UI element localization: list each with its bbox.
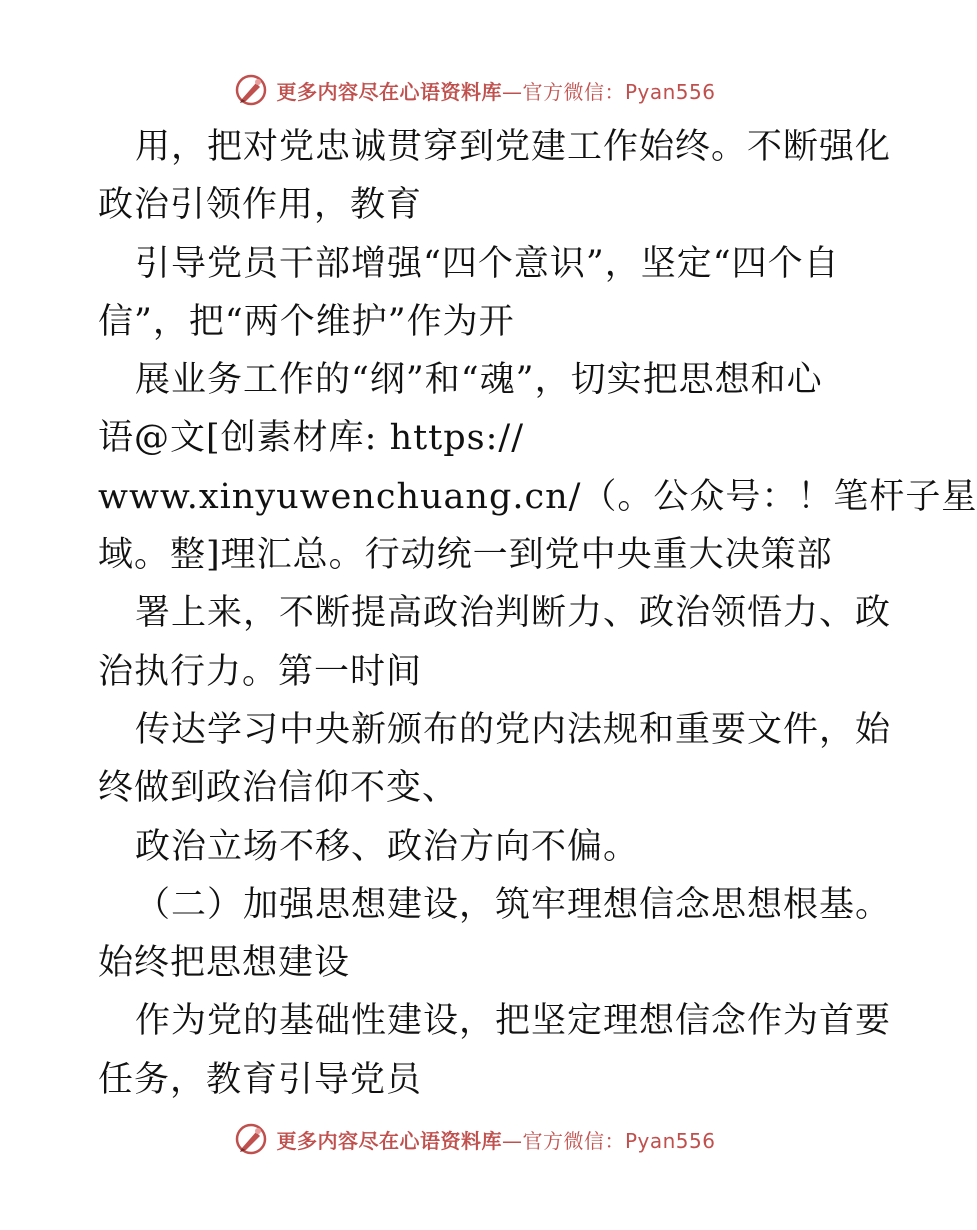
document-body — [98, 118, 977, 1109]
banner-contact: 官方微信：Pyan556 — [522, 79, 716, 104]
text-line: 信”，把“两个维护”作为开 — [98, 301, 515, 342]
pen-logo-icon — [234, 73, 268, 107]
banner-contact: 官方微信：Pyan556 — [522, 1128, 716, 1153]
text-line: 引导党员干部增强“四个意识”，坚定“四个自 — [135, 243, 840, 284]
text-line: 传达学习中央新颁布的党内法规和重要文件，始 — [135, 709, 892, 750]
banner-text — [276, 1125, 715, 1154]
text-line: 署上来，不断提高政治判断力、政治领悟力、政 — [135, 593, 892, 634]
pen-logo-icon — [234, 1122, 268, 1156]
text-line: 政治引领作用，教育 — [98, 185, 423, 226]
text-line: 始终把思想建设 — [98, 943, 351, 984]
text-line: 用，把对党忠诚贯穿到党建工作始终。不断强化 — [135, 127, 892, 167]
text-line: 治执行力。第一时间 — [98, 651, 423, 692]
text-line: 域。整]理汇总。行动统一到党中央重大决策部 — [98, 535, 833, 576]
banner-brand: 更多内容尽在心语资料库 — [276, 79, 502, 104]
text-line: 展业务工作的“纲”和“魂”，切实把思想和心 — [135, 360, 823, 401]
banner-separator: — — [501, 79, 523, 104]
text-line: 政治立场不移、政治方向不偏。 — [135, 826, 640, 867]
text-line: （二）加强思想建设，筑牢理想信念思想根基。 — [135, 884, 892, 925]
banner-brand: 更多内容尽在心语资料库 — [276, 1128, 502, 1153]
text-line: 语@文[创素材库: https:// — [98, 418, 524, 459]
text-line: 终做到政治信仰不变、 — [98, 768, 459, 809]
text-line: www.xinyuwenchuang.cn/（。公众号：！笔杆子星 — [98, 476, 977, 517]
header-banner — [0, 68, 950, 112]
text-line: 任务，教育引导党员 — [98, 1059, 423, 1100]
footer-banner — [0, 1117, 950, 1161]
text-line: 作为党的基础性建设，把坚定理想信念作为首要 — [135, 1001, 892, 1042]
banner-text — [276, 76, 715, 105]
banner-separator: — — [501, 1128, 523, 1153]
